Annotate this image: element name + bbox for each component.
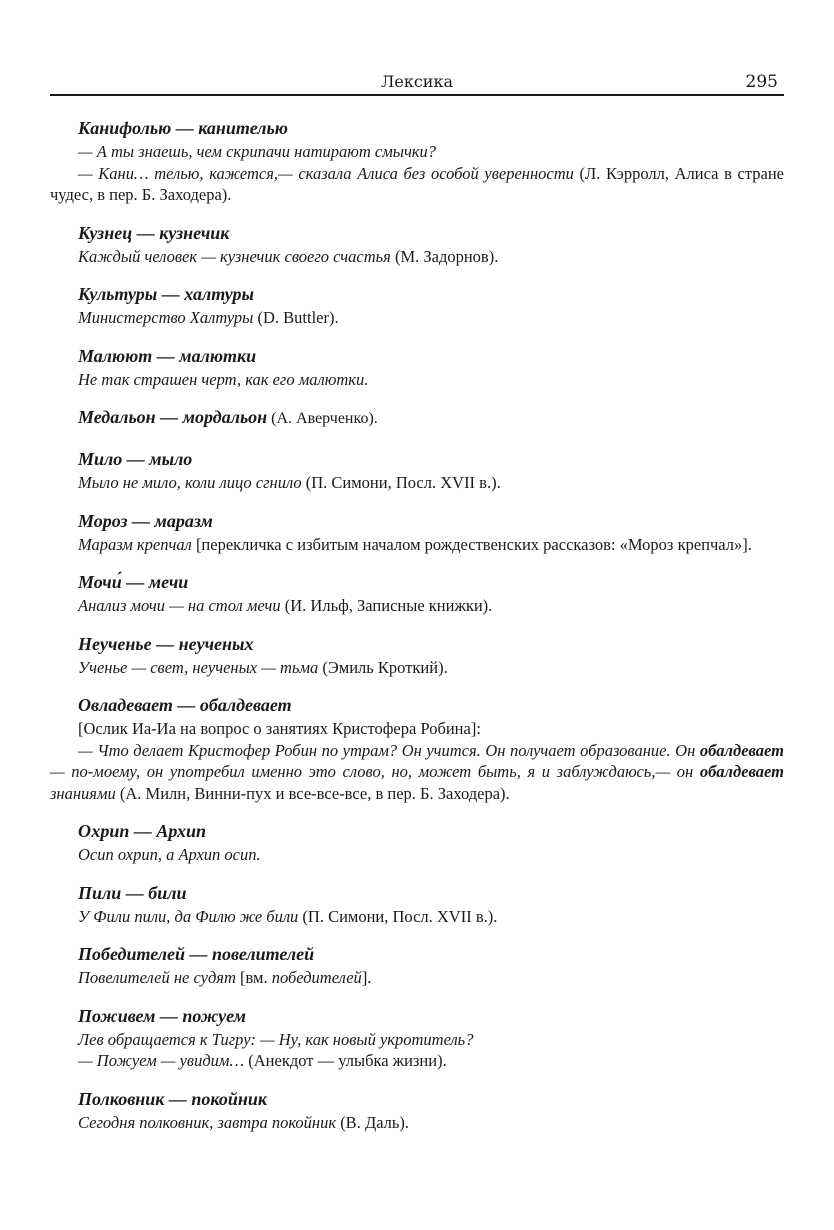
headword: Мило — мыло — [78, 449, 193, 469]
entry — [50, 1086, 784, 1134]
headword: Овладевает — обалдевает — [78, 695, 292, 715]
entry — [50, 281, 784, 329]
entry — [50, 343, 784, 391]
dictionary-content — [50, 115, 784, 1147]
example-line: Каждый человек — кузнечик своего счастья (М. Задорнов). — [78, 246, 499, 266]
headword: Малюют — малютки — [78, 345, 257, 366]
example-line: — Пожуем — увидим… (Анекдот — улыбка жизни). — [78, 1051, 447, 1070]
entry — [50, 692, 784, 804]
entry — [50, 941, 784, 989]
entry — [50, 1003, 784, 1072]
headword: Медальон — мордальон (А. Аверченко). — [78, 407, 378, 427]
example-line: Маразм крепчал [перекличка с избитым началом рождественских рассказов: «Мороз крепчал»]. — [78, 534, 752, 554]
headword: Победителей — повелителей — [78, 944, 315, 964]
entry — [50, 404, 784, 432]
entry — [50, 115, 784, 206]
example-line: — Кани… телью, кажется,— сказала Алиса без особой уверенности (Л. Кэрролл, Алиса в стране чудес, в пер. Б. Заходера). — [50, 163, 784, 204]
example-line: Сегодня полковник, завтра покойник (В. Даль). — [78, 1112, 410, 1132]
headword: Канифолью — канителью — [78, 118, 288, 138]
headword: Мороз — маразм — [78, 510, 213, 531]
headword: Культуры — халтуры — [78, 284, 254, 304]
example-line: У Фили пили, да Филю же били (П. Симони, Посл. XVII в.). — [78, 906, 498, 926]
headword: Поживем — пожуем — [78, 1005, 246, 1026]
headword: Полковник — покойник — [78, 1088, 267, 1109]
headword: Пили — били — [78, 882, 187, 903]
headword: Кузнец — кузнечик — [78, 222, 230, 243]
example-line: Не так страшен черт, как его малютки. — [78, 369, 369, 389]
example-line: Осип охрип, а Архип осип. — [78, 845, 261, 864]
example-line: Повелителей не судят [вм. победителей]. — [78, 968, 372, 987]
entry — [50, 631, 784, 679]
headword: Охрип — Архип — [78, 821, 207, 841]
entry — [50, 880, 784, 928]
running-header — [50, 70, 784, 96]
entry — [50, 818, 784, 866]
headword: Мочи́ — мечи — [78, 572, 189, 592]
example-line: Ученье — свет, неученых — тьма (Эмиль Кроткий). — [78, 657, 448, 677]
entry — [50, 220, 784, 268]
page-number: 295 — [745, 72, 778, 92]
example-line: Министерство Халтуры (D. Buttler). — [78, 308, 339, 327]
example-line: Мыло не мило, коли лицо сгнило (П. Симони, Посл. XVII в.). — [78, 473, 501, 492]
entry — [50, 569, 784, 617]
entry — [50, 508, 784, 556]
headword-source: (А. Аверченко). — [267, 410, 378, 427]
example-line: — А ты знаешь, чем скрипачи натирают смычки? — [78, 142, 437, 161]
example-line: — Что делает Кристофер Робин по утрам? Он учится. Он получает образование. Он обалдевает — по-моему, он употребил именно это слово, но, может быть, я и заблуждаюсь,— он обалдевает знаниями (А. Милн, Винни-пух и все-все-все, в пер. Б. Заходера). — [50, 740, 784, 803]
header-title: Лексика — [381, 72, 453, 91]
entry — [50, 446, 784, 494]
example-intro: [Ослик Иа-Иа на вопрос о занятиях Кристофера Робина]: — [78, 719, 481, 738]
example-line: Лев обращается к Тигру: — Ну, как новый укротитель? — [78, 1029, 474, 1049]
headword: Неученье — неученых — [78, 633, 254, 654]
example-line: Анализ мочи — на стол мечи (И. Ильф, Записные книжки). — [78, 596, 493, 615]
